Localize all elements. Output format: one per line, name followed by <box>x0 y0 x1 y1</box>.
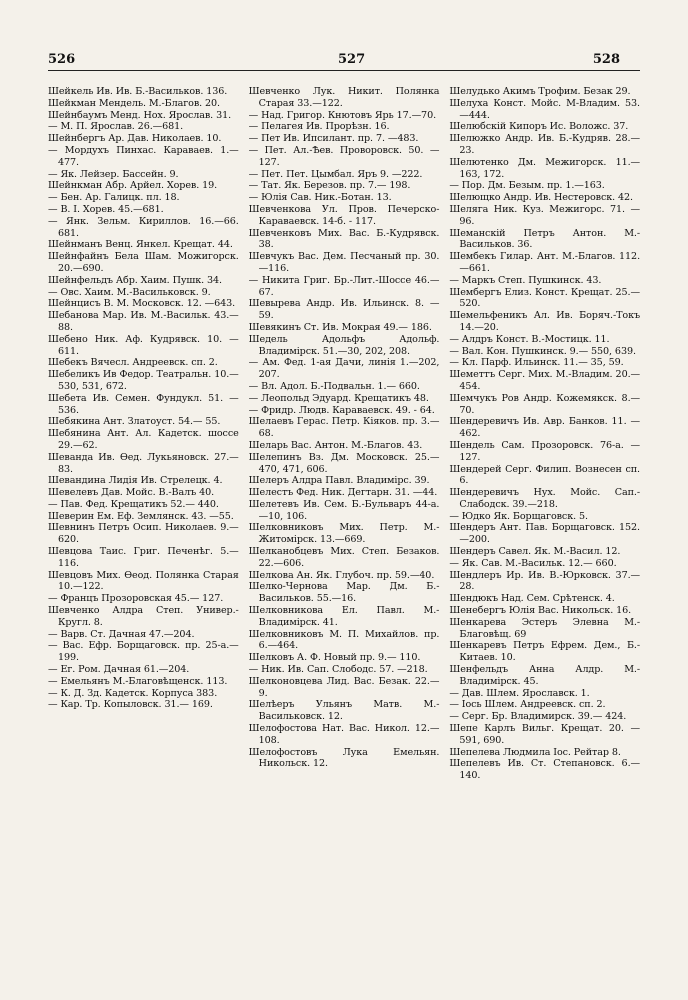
directory-entry: Шевцовъ Мих. Өеод. Полянка Старая 10.—122. <box>48 569 239 593</box>
directory-entry: Шелѣеръ Ульянъ Матв. М.-Васильковск. 12. <box>248 699 440 723</box>
directory-entry: Шелковниковъ М. П. Михайлов. пр. 6.—464. <box>248 628 440 652</box>
directory-entry: Шелкова Ан. Як. Глубоч. пр. 59.—40. <box>248 569 435 581</box>
directory-entry: Шевандина Лидія Ив. Стрелецк. 4. <box>48 475 223 487</box>
directory-entry: — Вал. Кон. Пушкинск. 9.— 550, 639. <box>449 345 636 357</box>
directory-entry: Шевчукъ Вас. Дем. Песчаный пр. 30.—116. <box>248 251 440 274</box>
page-number-left: 526 <box>48 52 76 67</box>
directory-entry: Шелютенко Дм. Межигорск. 11.— 163, 172. <box>449 156 641 180</box>
directory-entry: Шевцова Таис. Григ. Печенѣг. 5.—116. <box>48 546 239 569</box>
directory-entry: Шеляга Ник. Куз. Межигорс. 71. —96. <box>449 203 641 227</box>
directory-entry: Шемельфеникъ Ал. Ив. Боряч.-Токъ 14.—20. <box>449 310 641 333</box>
directory-entry: Шеметтъ Серг. Мих. М.-Владим. 20.—454. <box>449 369 641 392</box>
directory-entry: Шелестъ Фед. Ник. Дегтарн. 31. —44. <box>248 487 438 499</box>
directory-entry: — Маркъ Степ. Пушкинск. 43. <box>449 274 602 286</box>
directory-entry: Шейнфайнъ Бела Шам. Можигорск. 20.—690. <box>48 251 239 274</box>
directory-entry: — Вас. Ефр. Борщаговск. пр. 25-а.—199. <box>48 640 239 664</box>
directory-entry: Шенкарева Эстеръ Элевна М.-Благовѣщ. 69 <box>449 616 641 640</box>
directory-entry: Шейнманъ Венц. Янкел. Крещат. 44. <box>48 239 233 251</box>
column-right <box>449 86 640 782</box>
directory-entry: Шендюкъ Над. Сем. Срѣтенск. 4. <box>449 593 615 605</box>
directory-entry: Шемчукъ Ров Андр. Кожемякск. 8.—70. <box>449 392 641 416</box>
directory-entry: Шебекъ Вячесл. Андреевск. сп. 2. <box>48 357 218 369</box>
directory-entry: — Кл. Парф. Ильинск. 11.— 35, 59. <box>449 357 624 369</box>
directory-entry: Шейкман Мендель. М.-Благов. 20. <box>48 97 220 109</box>
directory-entry: Шепелевъ Ив. Ст. Степановск. 6.—140. <box>449 758 641 782</box>
directory-entry: Шендель Сам. Прозоровск. 76-а. —127. <box>449 439 641 463</box>
directory-entry: Шейнбаумъ Менд. Нох. Ярослав. 31. <box>48 109 232 121</box>
directory-entry: — Емельянъ М.-Благовѣщенск. 113. <box>48 675 228 687</box>
directory-entry: — Мордухъ Пинхас. Караваев. 1.—477. <box>48 144 239 168</box>
directory-entry: — Ег. Ром. Дачная 61.—204. <box>48 664 190 676</box>
directory-entry: — Пет. Пет. Цымбал. Яръ 9. —222. <box>248 168 423 180</box>
directory-entry: — Ам. Фед. 1-ая Дачи, линія 1.—202, 207. <box>248 357 440 381</box>
directory-entry: — Бен. Ар. Галицк. пл. 18. <box>48 192 180 204</box>
directory-entry: Шендлеръ Ир. Ив. В.-Юрковск. 37.—28. <box>449 569 641 593</box>
directory-entry: — Фридр. Людв. Караваевск. 49. - 64. <box>248 404 435 416</box>
directory-entry: Шенфельдъ Анна Алдр. М.-Владимірск. 45. <box>449 664 641 687</box>
directory-entry: Шейнбергъ Ар. Дав. Николаев. 10. <box>48 133 222 145</box>
directory-entry: Шенебергъ Юлія Вас. Никольск. 16. <box>449 605 632 617</box>
directory-entry: Шендеревичъ Ив. Авр. Банков. 11. —462. <box>449 416 641 440</box>
directory-entry: Шепелева Людмила Іос. Рейтар 8. <box>449 746 621 758</box>
page-header <box>28 52 660 72</box>
directory-entry: — Пет. Ал.-Ѣев. Проворовск. 50. —127. <box>248 144 440 168</box>
directory-entry: Шелковниковъ Мих. Петр. М.-Житомірск. 13.—669. <box>248 522 440 546</box>
entry-columns <box>48 86 640 782</box>
directory-entry: Шелетевъ Ив. Сем. Б.-Бульваръ 44-а.—10, 106. <box>248 498 440 522</box>
directory-entry: Шебанова Мар. Ив. М.-Васильк. 43.—88. <box>48 310 239 333</box>
directory-entry: Шебеликъ Ив Федор. Театральн. 10.—530, 531, 672. <box>48 369 239 392</box>
directory-entry: Шебета Ив. Семен. Фундукл. 51. —536. <box>48 392 239 416</box>
directory-entry: — Над. Григор. Кнютовъ Ярь 17.—70. <box>248 109 437 121</box>
directory-entry: — Пав. Фед. Крещатикъ 52.— 440. <box>48 498 219 510</box>
directory-entry: Шелепинъ Вз. Дм. Московск. 25.—470, 471, 606. <box>248 451 440 475</box>
directory-entry: — Кар. Тр. Копыловск. 31.— 169. <box>48 699 213 711</box>
directory-entry: Шебякина Ант. Златоуст. 54.— 55. <box>48 416 221 428</box>
directory-entry: — Леопольд Эдуард. Крещатикъ 48. <box>248 392 429 404</box>
directory-entry: Шелковъ А. Ф. Новый пр. 9.— 110. <box>248 652 421 664</box>
page-number-right: 528 <box>592 52 620 67</box>
directory-entry: Шелюбскій Кипоръ Ис. Воложс. 37. <box>449 121 629 133</box>
directory-entry: Шевелевъ Дав. Мойс. В.-Валъ 40. <box>48 487 215 499</box>
directory-entry: Шебено Ник. Аф. Кудрявск. 10. —611. <box>48 333 239 357</box>
directory-entry: Шелеръ Алдра Павл. Владимірс. 39. <box>248 475 430 487</box>
directory-entry: Шейнкман Абр. Арйел. Хорев. 19. <box>48 180 218 192</box>
directory-entry: — Янк. Зельм. Кириллов. 16.—66. 681. <box>48 215 239 239</box>
directory-entry: — Францъ Прозоровская 45.— 127. <box>48 593 224 605</box>
directory-entry: Шелофостова Нат. Вас. Никол. 12.—108. <box>248 723 440 746</box>
directory-entry: Шендеръ Ант. Пав. Борщаговск. 152.—200. <box>449 522 641 546</box>
directory-entry: Шенкаревъ Петръ Ефрем. Дем., Б.-Китаев. 10. <box>449 640 641 664</box>
directory-entry: Шелофостовъ Лука Емельян. Никольск. 12. <box>248 746 440 770</box>
directory-entry: Шелко-Чернова Мар. Дм. Б.-Васильков. 55.—16. <box>248 581 440 605</box>
directory-entry: Шеларь Вас. Антон. М.-Благов. 43. <box>248 439 423 451</box>
directory-entry: Шевякинъ Ст. Ив. Мокрая 49.— 186. <box>248 321 432 333</box>
directory-entry: Шелющко Андр. Ив. Нестеровск. 42. <box>449 192 633 204</box>
directory-entry: Шейкель Ив. Ив. Б.-Васильков. 136. <box>48 86 228 97</box>
directory-entry: Шелюжко Андр. Ив. Б.-Кудряв. 28.—23. <box>449 133 641 156</box>
directory-entry: Шеванда Ив. Өед. Лукьяновск. 27.—83. <box>48 451 239 475</box>
directory-entry: Шевченкова Ул. Пров. Печерско-Караваевск. 14-б. - 117. <box>248 203 440 227</box>
directory-entry: Шелаевъ Герас. Петр. Кіяков. пр. 3.—68. <box>248 416 440 440</box>
directory-entry: Шендеревичъ Нух. Мойс. Сап.-Слабодск. 39.—218. <box>449 487 641 510</box>
directory-entry: — К. Д. Зд. Кадетск. Корпуса 383. <box>48 687 218 699</box>
directory-entry: — Варв. Ст. Дачная 47.—204. <box>48 628 195 640</box>
header-rule <box>48 70 640 71</box>
directory-entry: Шендеръ Савел. Як. М.-Васил. 12. <box>449 546 621 558</box>
directory-entry: — Пелагея Ив. Прорѣзн. 16. <box>248 121 390 133</box>
directory-entry: Шелканобцевъ Мих. Степ. Безаков. 22.—606. <box>248 546 440 569</box>
directory-entry: Шейнцисъ В. М. Московск. 12. —643. <box>48 298 236 310</box>
directory-entry: Шедель Адольфъ Адольф. Владимірск. 51.—30, 202, 208. <box>248 333 440 357</box>
directory-entry: Шеманскій Петръ Антон. М.-Васильков. 36. <box>449 227 641 251</box>
directory-entry: — Дав. Шлем. Ярославск. 1. <box>449 687 590 699</box>
column-left <box>48 86 239 782</box>
directory-entry: Шелудько Акимъ Трофим. Безак 29. <box>449 86 631 97</box>
directory-entry: — Іось Шлем. Андреевск. сп. 2. <box>449 699 606 711</box>
directory-entry: Шембергъ Елиз. Конст. Крещат. 25.—520. <box>449 286 641 310</box>
column-center <box>249 86 440 782</box>
directory-entry: — М. П. Ярослав. 26.—681. <box>48 121 184 133</box>
directory-entry: Шелконовцева Лид. Вас. Безак. 22.—9. <box>248 675 440 699</box>
directory-entry: — Алдръ Конст. В.-Мостицк. 11. <box>449 333 610 345</box>
directory-entry: — Овс. Хаим. М.-Васильковск. 9. <box>48 286 211 298</box>
directory-entry: — В. І. Хорев. 45.—681. <box>48 203 164 215</box>
directory-entry: — Ник. Ив. Сап. Слободс. 57. —218. <box>248 664 428 676</box>
directory-entry: — Никита Григ. Бр.-Лит.-Шоссе 46.—67. <box>248 274 440 298</box>
directory-entry: — Як. Лейзер. Бассейн. 9. <box>48 168 179 180</box>
directory-entry: Шебянина Ант. Ал. Кадетск. шоссе 29.—62. <box>48 428 239 451</box>
directory-entry: — Пор. Дм. Безым. пр. 1.—163. <box>449 180 605 192</box>
directory-entry: Шелковникова Ел. Павл. М.-Владимірск. 41. <box>248 605 440 628</box>
directory-entry: Шейнфельдъ Абр. Хаим. Пушк. 34. <box>48 274 222 286</box>
directory-entry: Шевырева Андр. Ив. Ильинск. 8. —59. <box>248 298 440 322</box>
directory-entry: Шелуха Конст. Мойс. М-Владим. 53.—444. <box>449 97 641 121</box>
directory-entry: Шевченковъ Мих. Вас. Б.-Кудрявск. 38. <box>248 227 440 251</box>
directory-entry: Шембекъ Гилар. Ант. М.-Благов. 112.—661. <box>449 251 641 274</box>
directory-entry: Шепе Карлъ Вильг. Крещат. 20. —591, 690. <box>449 723 641 746</box>
directory-entry: — Тат. Як. Березов. пр. 7.— 198. <box>248 180 411 192</box>
directory-entry: — Юдко Як. Борщаговск. 5. <box>449 510 588 522</box>
directory-entry: — Вл. Адол. Б.-Подвальн. 1.— 660. <box>248 380 420 392</box>
directory-entry: Шеверин Ем. Еф. Землянск. 43. —55. <box>48 510 234 522</box>
page-number-center: 527 <box>338 52 366 67</box>
directory-entry: — Як. Сав. М.-Васильк. 12.— 660. <box>449 557 617 569</box>
directory-entry: — Юлія Сав. Ник.-Ботан. 13. <box>248 192 392 204</box>
directory-entry: Шевченко Алдра Степ. Универ.-Кругл. 8. <box>48 605 239 628</box>
directory-entry: — Пет Ив. Ипсилант. пр. 7. —483. <box>248 133 419 145</box>
directory-entry: — Серг. Бр. Владимирск. 39.— 424. <box>449 711 627 723</box>
directory-entry: Шевченко Лук. Никит. Полянка Старая 33.—122. <box>248 86 440 109</box>
directory-entry: Шевнинъ Петръ Осип. Николаев. 9.—620. <box>48 522 239 546</box>
directory-entry: Шендерей Серг. Филип. Вознесен сп. 6. <box>449 463 641 487</box>
